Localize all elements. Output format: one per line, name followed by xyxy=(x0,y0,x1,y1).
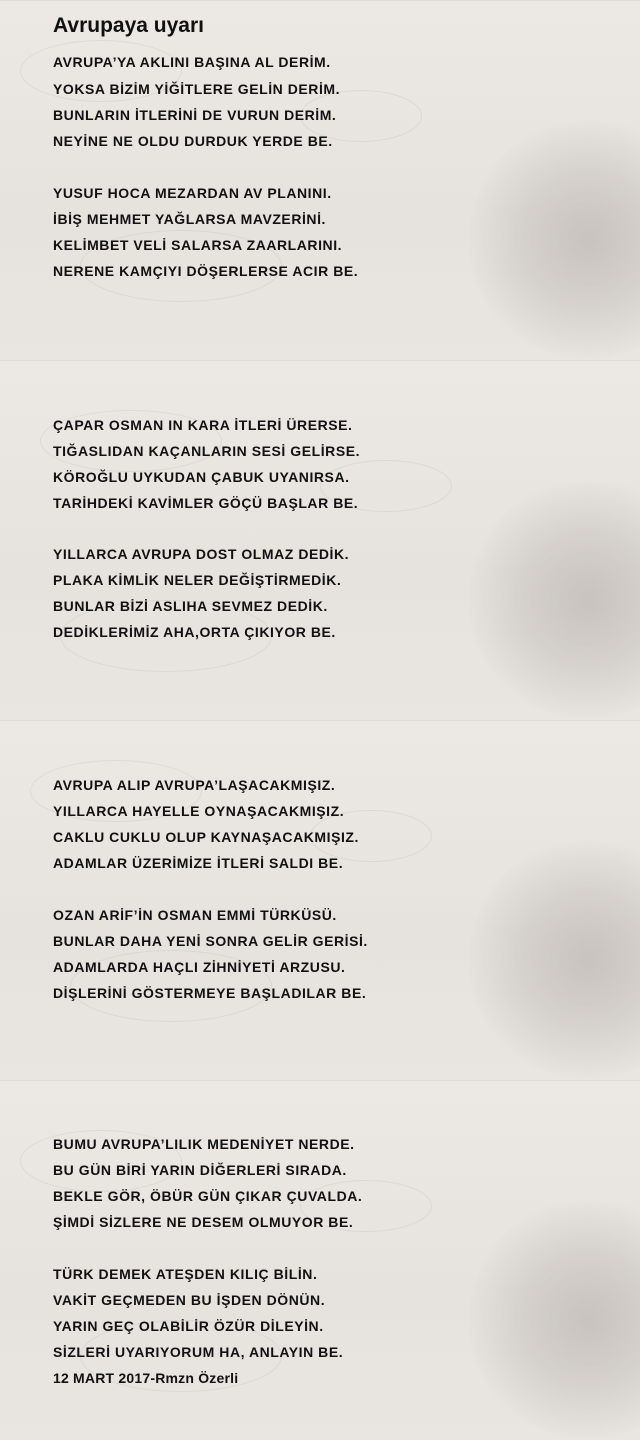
poem-line: BEKLE GÖR, ÖBÜR GÜN ÇIKAR ÇUVALDA. xyxy=(53,1188,363,1204)
poem-title: Avrupaya uyarı xyxy=(53,14,204,37)
poem-line: YARIN GEÇ OLABİLİR ÖZÜR DİLEYİN. xyxy=(53,1318,324,1334)
poem-line: YILLARCA AVRUPA DOST OLMAZ DEDİK. xyxy=(53,546,350,562)
poem-line: OZAN ARİF’İN OSMAN EMMİ TÜRKÜSÜ. xyxy=(53,907,337,923)
poem-line: BUMU AVRUPA’LILIK MEDENİYET NERDE. xyxy=(53,1136,355,1152)
poem-line: BUNLAR DAHA YENİ SONRA GELİR GERİSİ. xyxy=(53,933,368,949)
poem-line: KÖROĞLU UYKUDAN ÇABUK UYANIRSA. xyxy=(53,469,350,485)
poem-line: ÇAPAR OSMAN IN KARA İTLERİ ÜRERSE. xyxy=(53,417,353,433)
poem-line: AVRUPA ALIP AVRUPA’LAŞACAKMIŞIZ. xyxy=(53,777,336,793)
poem-line: PLAKA KİMLİK NELER DEĞİŞTİRMEDİK. xyxy=(53,572,342,588)
poem-line: ŞİMDİ SİZLERE NE DESEM OLMUYOR BE. xyxy=(53,1214,354,1230)
poem-line: YOKSA BİZİM YİĞİTLERE GELİN DERİM. xyxy=(53,81,341,97)
poem-signature: 12 MART 2017-Rmzn Özerli xyxy=(53,1370,239,1386)
poem-line: AVRUPA’YA AKLINI BAŞINA AL DERİM. xyxy=(53,54,331,70)
poem-line: DİŞLERİNİ GÖSTERMEYE BAŞLADILAR BE. xyxy=(53,985,367,1001)
poem-line: NEYİNE NE OLDU DURDUK YERDE BE. xyxy=(53,133,333,149)
poem-line: TÜRK DEMEK ATEŞDEN KILIÇ BİLİN. xyxy=(53,1266,318,1282)
poem-line: NERENE KAMÇIYI DÖŞERLERSE ACIR BE. xyxy=(53,263,359,279)
poem-line: YUSUF HOCA MEZARDAN AV PLANINI. xyxy=(53,185,332,201)
poem-line: BUNLARIN İTLERİNİ DE VURUN DERİM. xyxy=(53,107,337,123)
poem-line: TARİHDEKİ KAVİMLER GÖÇÜ BAŞLAR BE. xyxy=(53,495,359,511)
poem-line: BU GÜN BİRİ YARIN DİĞERLERİ SIRADA. xyxy=(53,1162,347,1178)
poem-line: SİZLERİ UYARIYORUM HA, ANLAYIN BE. xyxy=(53,1344,344,1360)
poem-line: CAKLU CUKLU OLUP KAYNAŞACAKMIŞIZ. xyxy=(53,829,359,845)
poem-line: KELİMBET VELİ SALARSA ZAARLARINI. xyxy=(53,237,343,253)
poem-line: ADAMLAR ÜZERİMİZE İTLERİ SALDI BE. xyxy=(53,855,344,871)
poem-line: VAKİT GEÇMEDEN BU İŞDEN DÖNÜN. xyxy=(53,1292,326,1308)
poem-line: İBİŞ MEHMET YAĞLARSA MAVZERİNİ. xyxy=(53,211,326,227)
poem-line: TIĞASLIDAN KAÇANLARIN SESİ GELİRSE. xyxy=(53,443,361,459)
poem-line: YILLARCA HAYELLE OYNAŞACAKMIŞIZ. xyxy=(53,803,345,819)
poem-line: BUNLAR BİZİ ASLIHA SEVMEZ DEDİK. xyxy=(53,598,328,614)
poem-line: DEDİKLERİMİZ AHA,ORTA ÇIKIYOR BE. xyxy=(53,624,336,640)
poem-line: ADAMLARDA HAÇLI ZİHNİYETİ ARZUSU. xyxy=(53,959,346,975)
